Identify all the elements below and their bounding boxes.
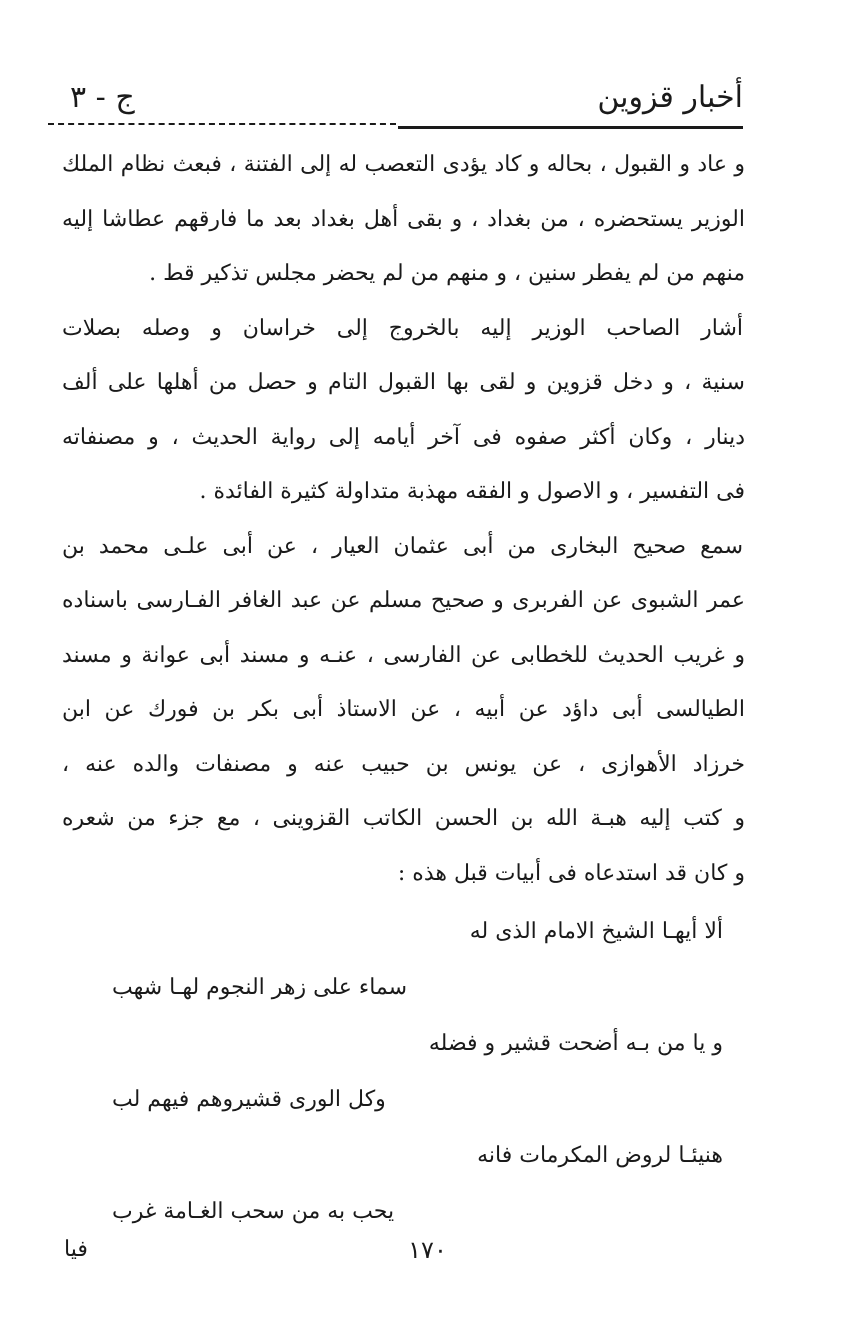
header-rule-dashed: [48, 123, 396, 125]
poem-hemistich: و يا من بـه أضحت قشير و فضله: [428, 1031, 723, 1056]
text-line: الوزير يستحضره ، من بغداد ، و بقى أهل بغداد بعد ما فارقهم عطاشا إليه: [62, 206, 745, 232]
text-line: سمع صحيح البخارى من أبى عثمان العيار ، عن أبى علـى محمد بن: [62, 533, 743, 559]
poem-hemistich: سماء على زهر النجوم لهـا شهب: [112, 975, 408, 1000]
text-line: خرزاد الأهوازى ، عن يونس بن حبيب عنه و مصنفات والده عنه ،: [62, 751, 745, 777]
text-line: عمر الشبوى عن الفربرى و صحيح مسلم عن عبد الغافر الفـارسى باسناده: [62, 588, 745, 613]
page-number: ١٧٠: [408, 1236, 447, 1264]
text-line: و كتب إليه هبـة الله بن الحسن الكاتب القزوينى ، مع جزء من شعره: [62, 806, 745, 831]
text-line: الطيالسى أبى داؤد عن أبيه ، عن الاستاذ أبى بكر بن فورك عن ابن: [62, 697, 746, 722]
running-title: أخبار قزوين: [597, 80, 743, 115]
volume-number: ج - ٣: [70, 80, 135, 115]
text-line: أشار الصاحب الوزير إليه بالخروج إلى خراسان و وصله بصلات: [62, 315, 743, 341]
poem-hemistich: وكل الورى قشيروهم فيهم لب: [112, 1087, 386, 1112]
header-rule-solid: [398, 126, 743, 129]
poem-hemistich: ألا أيهـا الشيخ الامام الذى له: [469, 919, 723, 944]
signature-mark: فيا: [64, 1237, 88, 1262]
poem-hemistich: هنيئـا لروض المكرمات فانه: [477, 1143, 723, 1168]
text-line: سنية ، و دخل قزوين و لقى بها القبول التام و حصل من أهلها على ألف: [62, 370, 745, 395]
running-header: [50, 78, 743, 128]
text-line: فى التفسير ، و الاصول و الفقه مهذبة متداولة كثيرة الفائدة .: [199, 479, 745, 504]
text-line: منهم من لم يفطر سنين ، و منهم من لم يحضر مجلس تذكير قط .: [149, 261, 745, 286]
text-line: و غريب الحديث للخطابى عن الفارسى ، عنـه و مسند أبى عوانة و مسند: [62, 642, 745, 668]
text-line: دينار ، وكان أكثر صفوه فى آخر أيامه إلى رواية الحديث ، و مصنفاته: [62, 424, 745, 450]
text-line: و عاد و القبول ، بحاله و كاد يؤدى التعصب له إلى الفتنة ، فبعث نظام الملك: [62, 152, 745, 177]
text-line: و كان قد استدعاه فى أبيات قبل هذه :: [397, 860, 745, 886]
poem: [110, 904, 745, 1240]
body-text: [62, 138, 745, 901]
poem-hemistich: يحب به من سحب الغـامة غرب: [112, 1199, 395, 1224]
